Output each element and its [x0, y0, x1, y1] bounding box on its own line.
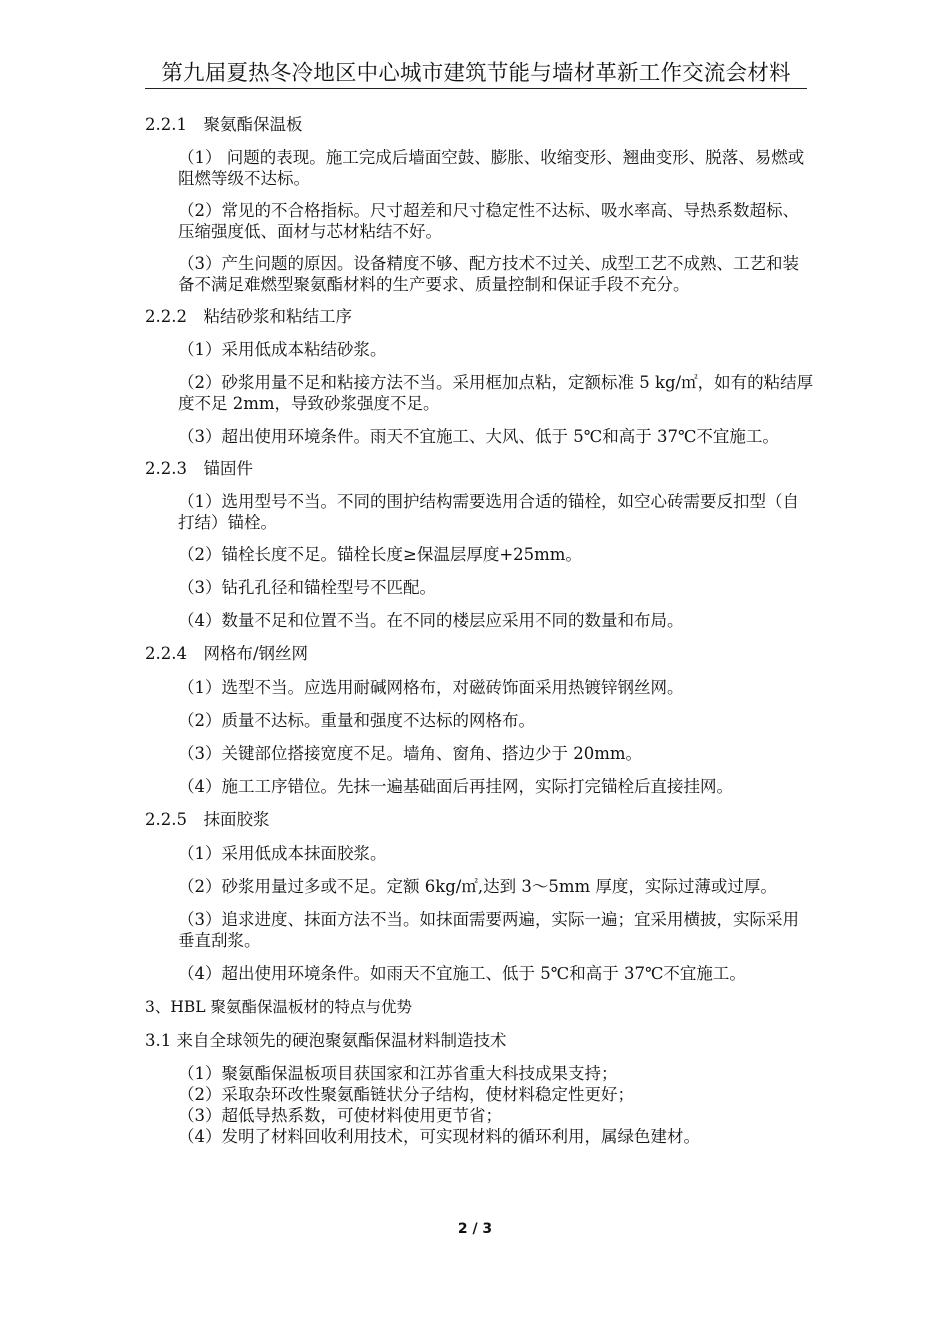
list-item: （2）采取杂环改性聚氨酯链状分子结构，使材料稳定性更好；: [178, 1085, 634, 1104]
paragraph: （1） 问题的表现。施工完成后墙面空鼓、膨胀、收缩变形、翘曲变形、脱落、易燃或阻燃等级不达标。: [178, 148, 805, 188]
heading-2-2-5: 2.2.5 抹面胶浆: [145, 810, 270, 829]
heading-2-2-1: 2.2.1 聚氨酯保温板: [145, 115, 303, 134]
paragraph: （3）产生问题的原因。设备精度不够、配方技术不过关、成型工艺不成熟、工艺和装备不满足难燃型聚氨酯材料的生产要求、质量控制和保证手段不充分。: [178, 254, 799, 294]
page-header-title: 第九届夏热冬冷地区中心城市建筑节能与墙材革新工作交流会材料: [161, 61, 791, 86]
paragraph: （3）关键部位搭接宽度不足。墙角、窗角、搭边少于 20mm。: [178, 744, 643, 763]
paragraph: （3）钻孔孔径和锚栓型号不匹配。: [178, 578, 436, 597]
paragraph: （1）采用低成本粘结砂浆。: [178, 340, 387, 359]
header-divider: [145, 88, 807, 89]
list-item: （4）发明了材料回收利用技术，可实现材料的循环利用，属绿色建材。: [178, 1127, 700, 1146]
document-body: [145, 114, 815, 1147]
paragraph: （2）锚栓长度不足。锚栓长度≥保温层厚度+25mm。: [178, 545, 582, 564]
paragraph: （2）质量不达标。重量和强度不达标的网格布。: [178, 711, 535, 730]
paragraph: （2）常见的不合格指标。尺寸超差和尺寸稳定性不达标、吸水率高、导热系数超标、压缩强度低、面材与芯材粘结不好。: [178, 201, 799, 241]
paragraph: （4）数量不足和位置不当。在不同的楼层应采用不同的数量和布局。: [178, 611, 684, 630]
heading-2-2-4: 2.2.4 网格布/钢丝网: [145, 644, 309, 663]
paragraph: （1）选用型号不当。不同的围护结构需要选用合适的锚栓，如空心砖需要反扣型（自打结）锚栓。: [178, 492, 799, 532]
heading-2-2-2: 2.2.2 粘结砂浆和粘结工序: [145, 307, 352, 326]
paragraph: （3）超出使用环境条件。雨天不宜施工、大风、低于 5℃和高于 37℃不宜施工。: [178, 427, 779, 446]
list-item: （3）超低导热系数，可使材料使用更节省；: [178, 1106, 502, 1125]
heading-3-1: 3.1 来自全球领先的硬泡聚氨酯保温材料制造技术: [145, 1031, 507, 1050]
paragraph: （1）采用低成本抹面胶浆。: [178, 844, 387, 863]
paragraph: （3）追求进度、抹面方法不当。如抹面需要两遍，实际一遍；宜采用横披，实际采用垂直刮浆。: [178, 910, 799, 950]
list-item: （1）聚氨酯保温板项目获国家和江苏省重大科技成果支持；: [178, 1064, 618, 1083]
page-number: 2 / 3: [457, 1221, 493, 1237]
paragraph: （2）砂浆用量过多或不足。定额 6kg/㎡,达到 3～5mm 厚度，实际过薄或过厚。: [178, 877, 777, 896]
paragraph: （4）施工工序错位。先抹一遍基础面后再挂网，实际打完锚栓后直接挂网。: [178, 777, 733, 796]
paragraph: （1）选型不当。应选用耐碱网格布，对磁砖饰面采用热镀锌钢丝网。: [178, 678, 684, 697]
paragraph: （2）砂浆用量不足和粘接方法不当。采用框加点粘，定额标准 5 kg/㎡，如有的粘结厚度不足 2mm，导致砂浆强度不足。: [178, 373, 814, 413]
heading-3: 3、HBL 聚氨酯保温板材的特点与优势: [145, 998, 412, 1016]
heading-2-2-3: 2.2.3 锚固件: [145, 459, 253, 478]
paragraph: （4）超出使用环境条件。如雨天不宜施工、低于 5℃和高于 37℃不宜施工。: [178, 964, 746, 983]
